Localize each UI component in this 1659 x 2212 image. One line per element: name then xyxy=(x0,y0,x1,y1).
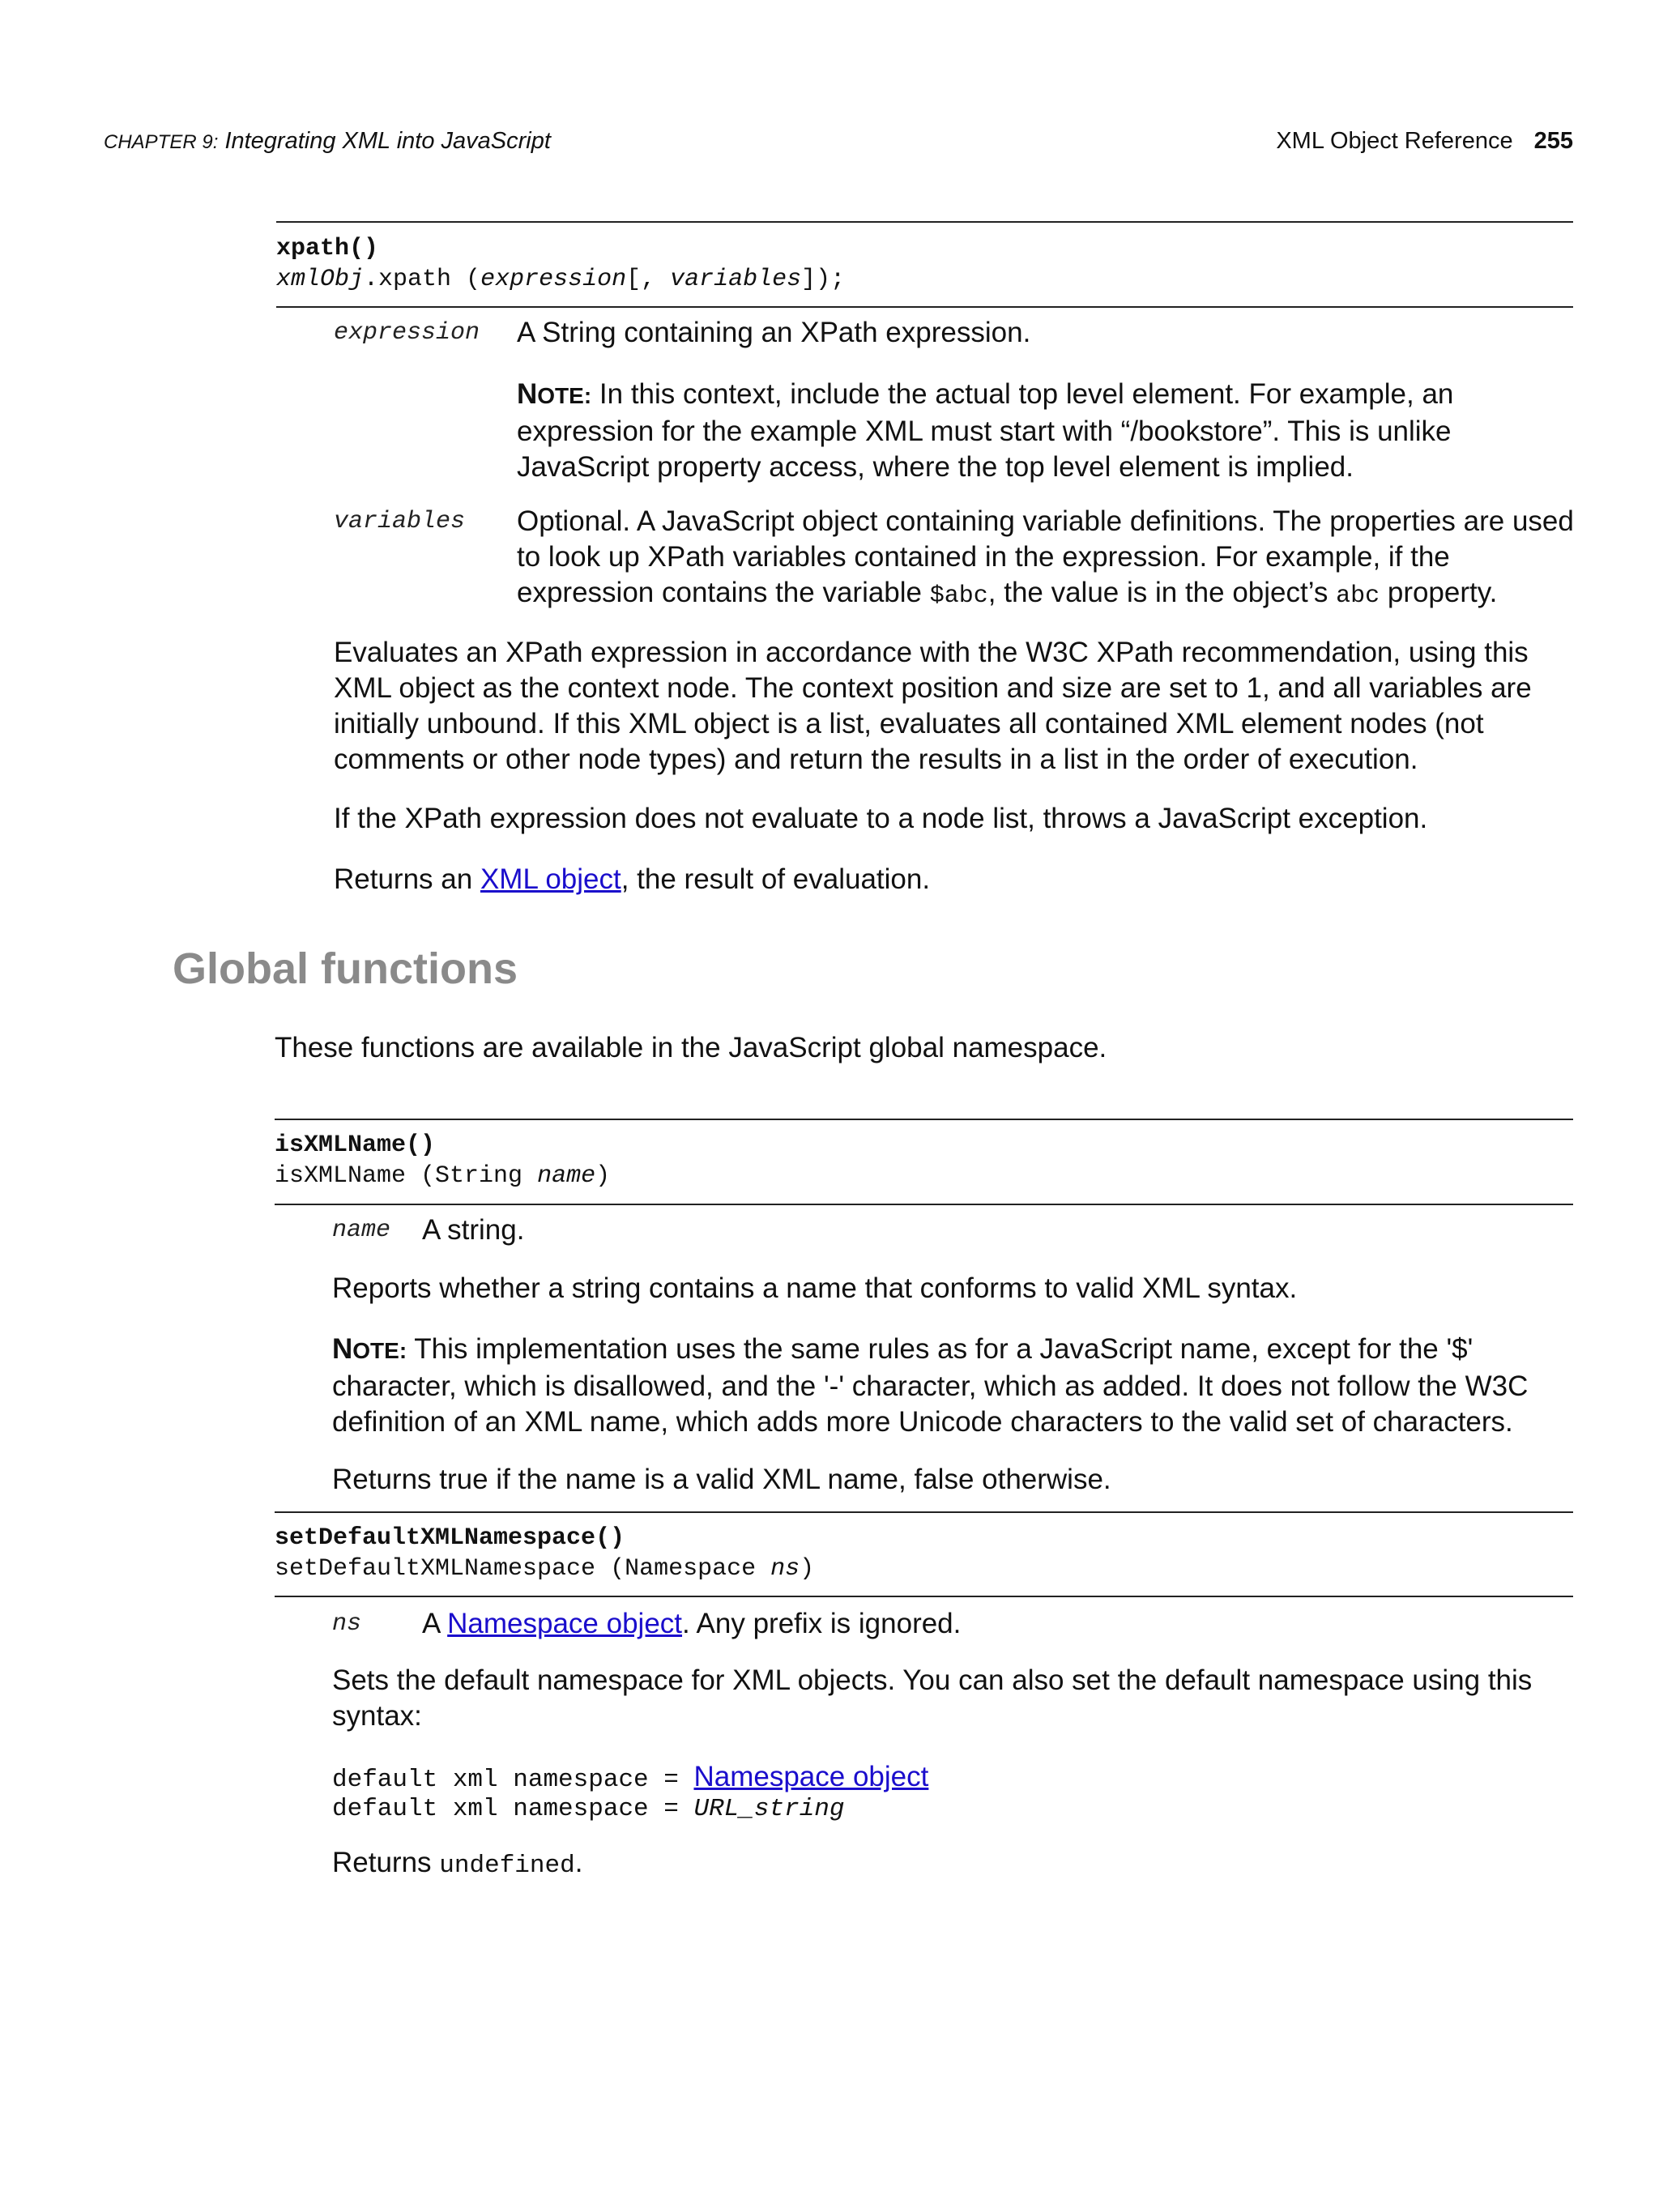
isxmlname-description: Reports whether a string contains a name that conforms to valid XML syntax. xyxy=(332,1272,1298,1304)
namespace-object-link[interactable]: Namespace object xyxy=(447,1608,683,1639)
code-line-1: default xml namespace = Namespace object xyxy=(332,1761,929,1794)
param-desc-name: A string. xyxy=(422,1214,525,1246)
divider xyxy=(276,306,1573,308)
param-name-expression: expression xyxy=(334,319,480,347)
divider xyxy=(275,1204,1573,1205)
code-line-2: default xml namespace = URL_string xyxy=(332,1795,845,1823)
divider xyxy=(275,1596,1573,1597)
namespace-object-link[interactable]: Namespace object xyxy=(693,1761,929,1792)
param-name-ns: ns xyxy=(332,1610,362,1638)
param-desc-expression: A String containing an XPath expression. xyxy=(517,317,1031,348)
note-xpath: NOTE: In this context, include the actual top level element. For example, an expression for the example XML must start with “/bookstore”. This is unlike JavaScript property access, where the top level element is implied. xyxy=(517,378,1454,483)
global-intro: These functions are available in the JavaScript global namespace. xyxy=(275,1032,1107,1063)
xml-object-link[interactable]: XML object xyxy=(480,863,621,895)
running-header-section: XML Object Reference 255 xyxy=(1276,128,1573,154)
param-desc-ns: A Namespace object. Any prefix is ignored. xyxy=(422,1608,962,1639)
isxmlname-returns: Returns true if the name is a valid XML name, false otherwise. xyxy=(332,1464,1111,1495)
divider xyxy=(275,1119,1573,1120)
xpath-description: Evaluates an XPath expression in accordance with the W3C XPath recommendation, using this XML object as the context node. The context position and size are set to 1, and all variables are initially unbound. If this XML object is a list, evaluates all contained XML element nodes (not comments or other node types) and return the results in a list in the order of execution. xyxy=(334,637,1532,775)
divider xyxy=(275,1511,1573,1513)
section-heading: Global functions xyxy=(173,944,518,993)
page-number: 255 xyxy=(1533,128,1573,154)
note-isxmlname: NOTE: This implementation uses the same rules as for a JavaScript name, except for the '$' character, which is disallowed, and the '-' character, which as added. It does not follow the W3C definition of an XML name, which adds more Unicode characters to the valid set of characters. xyxy=(332,1333,1529,1438)
param-desc-variables: Optional. A JavaScript object containing variable definitions. The properties are used to look up XPath variables contained in the expression. For example, if the expression contains the variable $abc, the value is in the object’s abc property. xyxy=(517,505,1574,610)
setdefault-signature: setDefaultXMLNamespace() setDefaultXMLNamespace (Namespace ns) xyxy=(275,1524,815,1583)
note-label: NOTE: xyxy=(517,378,592,410)
param-name-variables: variables xyxy=(334,508,466,535)
param-name-name: name xyxy=(332,1217,391,1244)
xpath-signature: xpath() xmlObj.xpath (expression[, variables]); xyxy=(276,235,846,293)
note-label: NOTE: xyxy=(332,1333,407,1365)
isxmlname-signature: isXMLName() isXMLName (String name) xyxy=(275,1132,611,1190)
divider xyxy=(276,221,1573,223)
xpath-throws: If the XPath expression does not evaluate to a node list, throws a JavaScript exception. xyxy=(334,803,1428,834)
setdefault-returns: Returns undefined. xyxy=(332,1847,583,1880)
xpath-returns: Returns an XML object, the result of evaluation. xyxy=(334,863,931,895)
running-header-chapter: CHAPTER 9: Integrating XML into JavaScript xyxy=(104,128,551,154)
setdefault-description: Sets the default namespace for XML objects. You can also set the default namespace using this syntax: xyxy=(332,1664,1533,1732)
